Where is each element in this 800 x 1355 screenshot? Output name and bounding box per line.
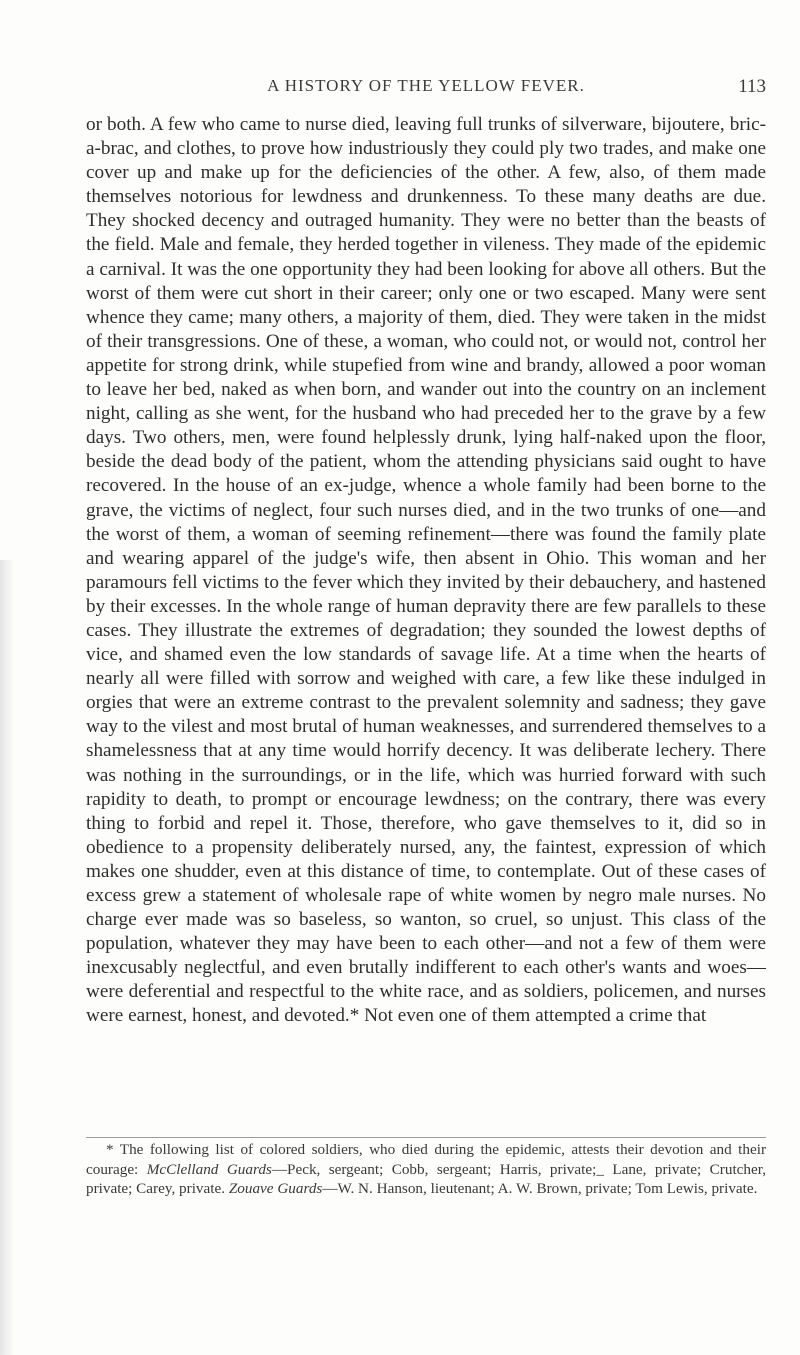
footnote-group1-name: McClelland Guards: [146, 1160, 272, 1178]
body-paragraph: or both. A few who came to nurse died, leaving full trunks of silverware, bijoutere, bric-a-brac, and clothes, to prove how industriously they could ply two trades, and make one cover up and make up for the deficiencies of the other. A few, also, of them made themselves notorious for lewdness and drunkenness. To these many deaths are due. They shocked decency and outraged humanity. They were no better than the beasts of the field. Male and female, they herded together in vileness. They made of the epidemic a carnival. It was the one opportunity they had been looking for above all others. But the worst of them were cut short in their career; only one or two escaped. Many were sent whence they came; many others, a majority of them, died. They were taken in the midst of their transgressions. One of these, a woman, who could not, or would not, control her appetite for strong drink, while stupefied from wine and brandy, allowed a poor woman to leave her bed, naked as when born, and wander out into the country on an inclement night, calling as she went, for the husband who had preceded her to the grave by a few days. Two others, men, were found helplessly drunk, lying half-naked upon the floor, beside the dead body of the patient, whom the attending physicians said ought to have recovered. In the house of an ex-judge, whence a whole family had been borne to the grave, the victims of neglect, four such nurses died, and in the two trunks of one—and the worst of them, a woman of seeming refinement—there was found the family plate and wearing apparel of the judge's wife, then absent in Ohio. This woman and her paramours fell victims to the fever which they invited by their debauchery, and hastened by their excesses. In the whole range of human depravity there are few parallels to these cases. They illustrate the extremes of degradation; they sounded the lowest depths of vice, and shamed even the low standards of savage life. At a time when the hearts of nearly all were filled with sorrow and weighed with care, a few like these indulged in orgies that were an extreme contrast to the prevalent solemnity and sadness; they gave way to the vilest and most brutal of human weaknesses, and surrendered themselves to a shamelessness that at any time would horrify decency. It was deliberate lechery. There was nothing in the surroundings, or in the life, which was hurried forward with such rapidity to death, to prompt or encourage lewdness; on the contrary, there was every thing to forbid and repel it. Those, therefore, who gave themselves to it, did so in obedience to a propensity deliberately nursed, any, the faintest, expression of which makes one shudder, even at this distance of time, to contemplate. Out of these cases of excess grew a statement of wholesale rape of white women by negro male nurses. No charge ever made was so baseless, so wanton, so cruel, so unjust. This class of the population, whatever they may have been to each other—and not a few of them were inexcusably neglectful, and even brutally indifferent to each other's wants and woes—were deferential and respectful to the white race, and as soldiers, policemen, and nurses were earnest, honest, and devoted.* Not even one of them attempted a crime that: [86, 114, 766, 1027]
footnote: [86, 1140, 766, 1199]
page-number: 113: [738, 76, 766, 97]
footnote-rule: [86, 1137, 766, 1138]
footnote-group1-members: —Peck, sergeant; Cobb, sergeant; Harris, private;_ Lane, private; Crutcher, private; Carey, private.: [86, 1160, 767, 1197]
page-binding-shadow: [0, 560, 14, 1355]
page-header: [86, 76, 766, 106]
footnote-lead: * The following list of colored soldiers, who died during the epidemic, attests their devotion and their courage:: [86, 1141, 766, 1178]
footnote-group2-name: Zouave Guards: [228, 1180, 323, 1197]
running-title: A HISTORY OF THE YELLOW FEVER.: [267, 76, 585, 95]
footnote-group2-members: —W. N. Hanson, lieutenant; A. W. Brown, private; Tom Lewis, private.: [322, 1180, 758, 1197]
